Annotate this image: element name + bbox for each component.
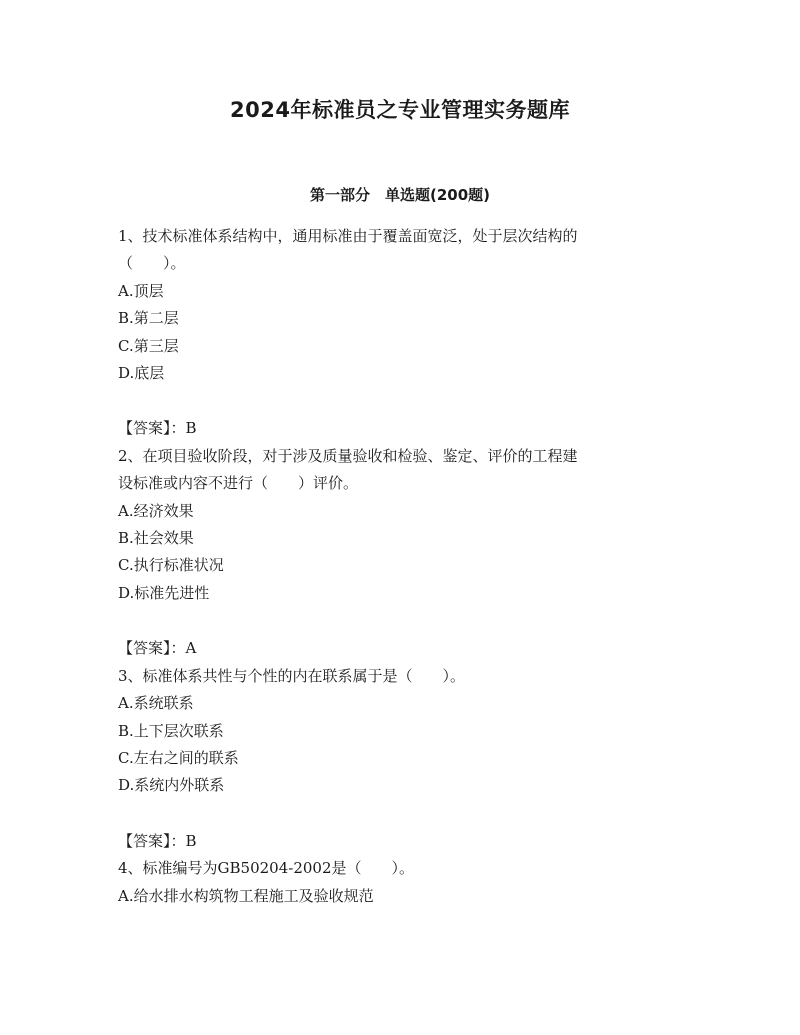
answer-label: 【答案】： (118, 831, 186, 850)
option-d: D.标准先进性 (118, 583, 210, 602)
question-stem: 1、技术标准体系结构中，通用标准由于覆盖面宽泛，处于层次结构的 (118, 227, 578, 245)
answer-line (118, 415, 688, 442)
section-title: 第一部分 单选题(200题) (309, 186, 491, 204)
answer-value: B (185, 419, 197, 438)
option-a: A.系统联系 (118, 694, 194, 713)
option-d: D.系统内外联系 (118, 776, 225, 795)
answer-value: A (185, 639, 197, 658)
answer-value: B (185, 831, 197, 850)
document-title: 2024年标准员之专业管理实务题库 (230, 98, 570, 122)
option-c: C.执行标准状况 (118, 556, 224, 575)
option-a: A.顶层 (118, 281, 164, 300)
option-a: A.经济效果 (118, 501, 194, 520)
option-c: C.第三层 (118, 336, 179, 355)
option-b: B.社会效果 (118, 529, 194, 548)
question-stem: 4、标准编号为GB50204-2002是（ ）。 (118, 859, 415, 878)
question-item (118, 855, 688, 910)
answer-line (118, 828, 688, 855)
option-b: B.第二层 (118, 309, 179, 328)
option-d: D.底层 (118, 364, 165, 383)
question-stem: 3、标准体系共性与个性的内在联系属于是（ ）。 (118, 666, 466, 685)
answer-label: 【答案】： (118, 639, 186, 658)
question-stem: （ ）。 (118, 254, 186, 273)
question-list (118, 223, 688, 910)
question-stem: 2、在项目验收阶段，对于涉及质量验收和检验、鉴定、评价的工程建 (118, 446, 578, 465)
answer-line (118, 635, 688, 662)
question-item (118, 223, 688, 443)
option-b: B.上下层次联系 (118, 721, 224, 740)
answer-label: 【答案】： (118, 419, 186, 438)
option-a: A.给水排水构筑物工程施工及验收规范 (118, 886, 374, 905)
question-item (118, 443, 688, 663)
question-item (118, 663, 688, 855)
option-c: C.左右之间的联系 (118, 748, 239, 767)
question-stem: 设标准或内容不进行（ ）评价。 (118, 474, 359, 493)
